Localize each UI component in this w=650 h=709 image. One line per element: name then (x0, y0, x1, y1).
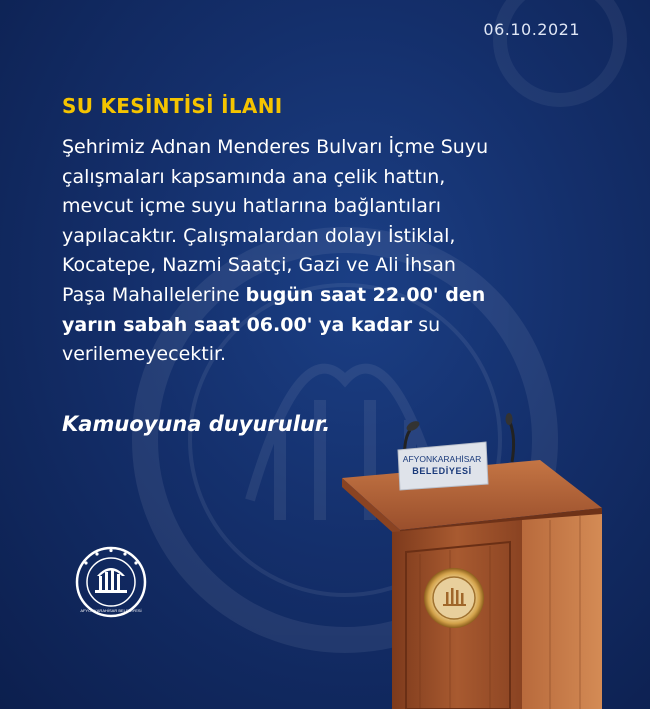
body-line-1: Şehrimiz Adnan Menderes Bulvarı İçme Suyu (62, 136, 489, 158)
podium-name-sign (398, 442, 488, 490)
body-line-3: mevcut içme suyu hatlarına bağlantıları (62, 195, 441, 218)
body-line-2: çalışmaları kapsamında ana çelik hattın, (62, 165, 446, 188)
body-line-6 (62, 281, 582, 311)
microphone-right (506, 413, 514, 462)
podium-illustration (340, 412, 650, 709)
podium-sign-line1: AFYONKARAHİSAR (402, 454, 482, 464)
body-line-8: verilemeyecektir. (62, 343, 227, 366)
logo-ring-text: AFYONKARAHİSAR BELEDİYESİ (80, 608, 142, 613)
body-line-6-text: Paşa Mahallelerine (62, 283, 246, 306)
podium-emblem (424, 568, 484, 628)
municipality-logo (75, 546, 147, 618)
body-line-4: yapılacaktır. Çalışmalardan dolayı İstiklal, (62, 224, 456, 247)
outage-start-time: bugün saat 22.00' den (245, 283, 486, 306)
outage-end-time: yarın sabah saat 06.00' ya kadar (62, 313, 413, 336)
closing-statement: Kamuoyuna duyurulur. (62, 412, 331, 436)
body-line-5: Kocatepe, Nazmi Saatçi, Gazi ve Ali İhsan (62, 254, 456, 277)
body-line-7-text: su (412, 313, 441, 336)
announcement-body (62, 133, 582, 370)
announcement-title: SU KESİNTİSİ İLANI (62, 94, 283, 118)
announcement-date: 06.10.2021 (483, 20, 580, 39)
podium-sign-line2: BELEDİYESİ (412, 466, 472, 476)
body-line-7 (62, 311, 582, 341)
